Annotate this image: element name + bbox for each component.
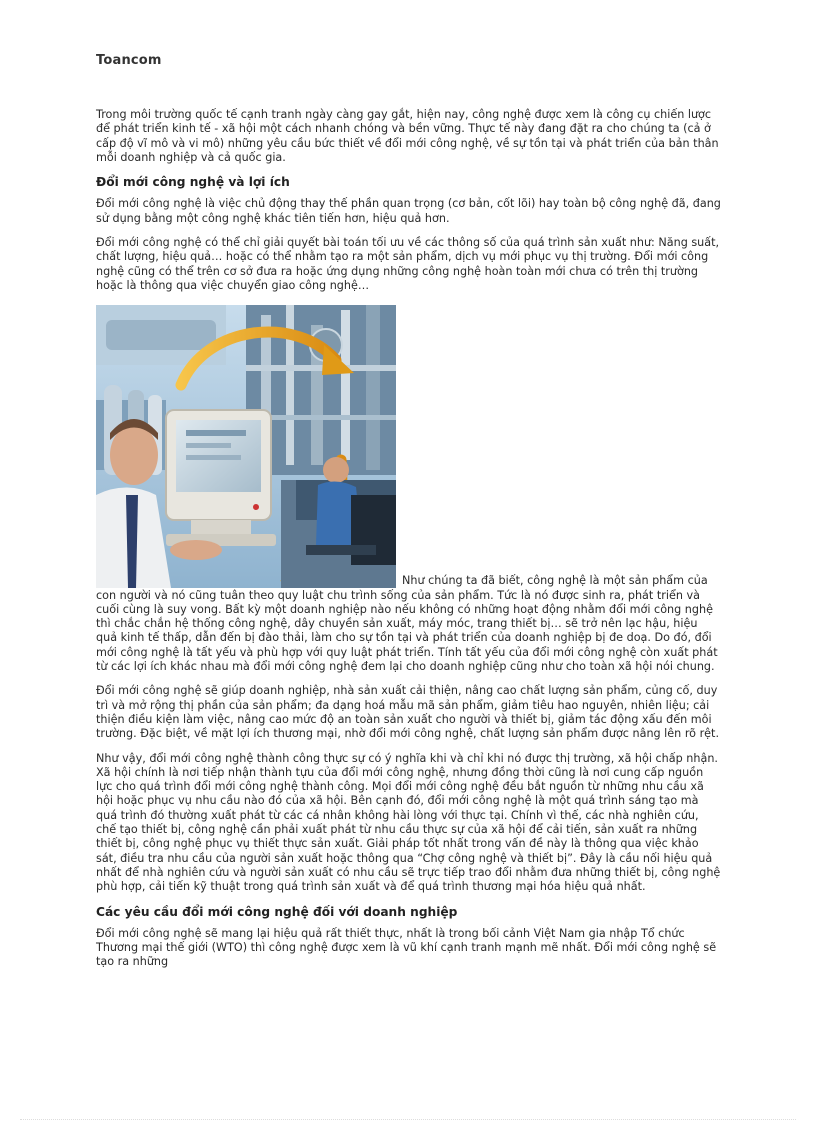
figure-block — [96, 303, 722, 684]
intro-paragraph: Trong môi trường quốc tế cạnh tranh ngày càng gay gắt, hiện nay, công nghệ được xem là công cụ chiến lược để phát triển kinh tế - xã hội một cách nhanh chóng và bền vững. Thực tế này đang đặt ra cho chúng ta (cả ở cấp độ vĩ mô và vi mô) những yêu cầu bức thiết về đổi mới công nghệ, về sự tồn tại và phát triển của bản thân mỗi doanh nghiệp và cả quốc gia. — [96, 108, 719, 164]
paragraph: Đổi mới công nghệ sẽ mang lại hiệu quả rất thiết thực, nhất là trong bối cảnh Việt Nam gia nhập Tổ chức Thương mại thế giới (WTO) thì công nghệ được xem là vũ khí cạnh tranh mạnh mẽ nhất. Đổi mới công nghệ sẽ tạo ra những — [96, 926, 717, 969]
section-heading-benefits: Đổi mới công nghệ và lợi ích — [96, 175, 290, 190]
paragraph-after-figure: Như chúng ta đã biết, công nghệ là một sản phẩm của con người và nó cũng tuân theo quy luật chu trình sống của sản phẩm. Tức là nó được sinh ra, phát triển và cuối cùng là suy vong. Bất kỳ một doanh nghiệp nào nếu không có những hoạt động nhằm đổi mới công nghệ thì chắc chắn hệ thống công nghệ, dây chuyền sản xuất, máy móc, trang thiết bị… sẽ trở nên lạc hậu, hiệu quả kinh tế thấp, dẫn đến bị đào thải, làm cho sự tồn tại và phát triển của doanh nghiệp bị đe doạ. Do đó, đổi mới công nghệ là tất yếu và phù hợp với quy luật phát triển. Tính tất yếu của đổi mới công nghệ còn xuất phát từ các lợi ích khác nhau mà đổi mới công nghệ đem lại cho doanh nghiệp cũng như cho toàn xã hội nói chung. — [96, 574, 718, 674]
paragraph: Đổi mới công nghệ là việc chủ động thay thế phần quan trọng (cơ bản, cốt lõi) hay toàn bộ công nghệ đã, đang sử dụng bằng một công nghệ khác tiên tiến hơn, hiệu quả hơn. — [96, 197, 721, 225]
page-bottom-divider — [20, 1119, 796, 1120]
paragraph: Đổi mới công nghệ sẽ giúp doanh nghiệp, nhà sản xuất cải thiện, nâng cao chất lượng sản phẩm, củng cố, duy trì và mở rộng thị phần của sản phẩm; đa dạng hoá mẫu mã sản phẩm, giảm tiêu hao nguyên, nhiên liệu; cải thiện điều kiện làm việc, nâng cao mức độ an toàn sản xuất cho người và thiết bị, giảm tác động xấu đến môi trường. Đặc biệt, về mặt lợi ích thương mại, nhờ đổi mới công nghệ, chất lượng sản phẩm được nâng lên rõ rệt. — [96, 684, 720, 741]
paragraph: Đổi mới công nghệ có thể chỉ giải quyết bài toán tối ưu về các thông số của quá trình sản xuất như: Năng suất, chất lượng, hiệu quả… hoặc có thể nhằm tạo ra một sản phẩm, dịch vụ mới phục vụ thị trường. Đổi mới công nghệ cũng có thể trên cơ sở đưa ra hoặc ứng dụng những công nghệ hoàn toàn mới chưa có trên thị trường hoặc là thông qua việc chuyển giao công nghệ… — [96, 236, 720, 292]
document-header: Toancom — [96, 53, 162, 68]
technology-illustration-svg — [96, 305, 396, 588]
section-heading-requirements: Các yêu cầu đổi mới công nghệ đối với doanh nghiệp — [96, 904, 458, 919]
document-body — [96, 108, 722, 980]
technology-illustration — [96, 305, 396, 588]
paragraph: Như vậy, đổi mới công nghệ thành công thực sự có ý nghĩa khi và chỉ khi nó được thị trường, xã hội chấp nhận. Xã hội chính là nơi tiếp nhận thành tựu của đổi mới công nghệ, nhưng đồng thời cũng là nơi cung cấp nguồn lực cho quá trình đổi mới công nghệ thành công. Mọi đổi mới công nghệ đều bắt nguồn từ những nhu cầu xã hội hoặc phục vụ nhu cầu nào đó của xã hội. Bên cạnh đó, đổi mới công nghệ là một quá trình sáng tạo mà quá trình đó thường xuất phát từ các cá nhân không hài lòng với thực tại. Chính vì thế, các nhà nghiên cứu, chế tạo thiết bị, công nghệ cần phải xuất phát từ nhu cầu thực sự của xã hội để cải tiến, sản xuất ra những thiết bị, công nghệ phục vụ thiết thực sản xuất. Giải pháp tốt nhất trong vấn đề này là thông qua việc khảo sát, điều tra nhu cầu của người sản xuất hoặc thông qua “Chợ công nghệ và thiết bị”. Đây là cầu nối hiệu quả nhất để nhà nghiên cứu và người sản xuất có nhu cầu sẽ trực tiếp trao đổi nhằm đưa những thiết bị, công nghệ phù hợp, cải tiến kỹ thuật trong quá trình sản xuất và để quá trình thương mại hóa hiệu quả nhất. — [96, 751, 721, 894]
